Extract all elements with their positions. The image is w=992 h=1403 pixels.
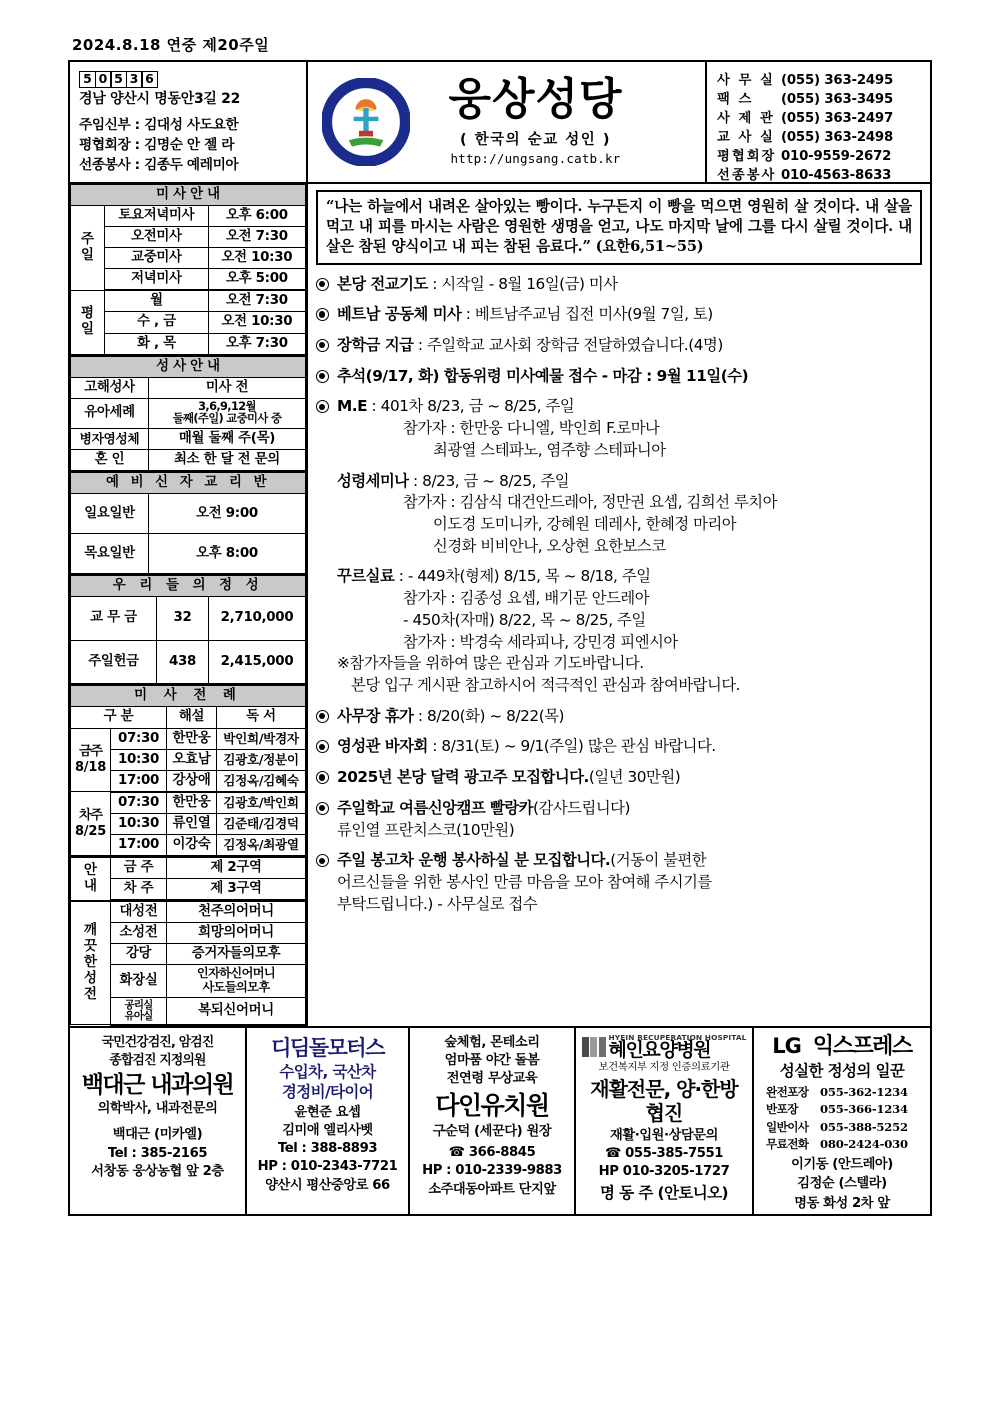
mass-name: 교중미사 [105,248,209,269]
offering-amount: 2,415,000 [209,640,306,684]
cleaning-group: 복되신어머니 [167,997,306,1025]
guide-district-table [70,857,306,901]
liturgy-commentator: 한만웅 [167,792,217,814]
announcement-detail: (일년 30만원) [588,768,681,787]
guide-district-value: 제 2구역 [167,858,306,879]
liturgy-col-reader: 독 서 [217,707,306,728]
announcement-donor: 류인열 프란치스코(10만원) [337,820,515,839]
announcement-participants-line: 이도경 도미니카, 강혜원 데레사, 한혜정 마리아 [433,515,737,533]
bullet-icon [316,370,329,383]
offering-name: 주일헌금 [71,640,157,684]
offerings-header: 우 리 들 의 정 성 [71,575,306,596]
sacrament-value-line1: 3,6,9,12월 [198,399,256,413]
announcement-detail: : 8/31(토) ~ 9/1(주일) 많은 관심 바랍니다. [427,737,716,756]
announcement-note: 본당 입구 게시판 참고하시어 적극적인 관심과 참여바랍니다. [351,676,741,695]
church-website[interactable]: http://ungsang.catb.kr [450,151,621,166]
announcement-detail: : 시작일 - 8월 16일(금) 미사 [427,274,618,293]
church-subtitle: ( 한국의 순교 성인 ) [459,132,611,148]
contact-value: (055) 363-2498 [781,130,894,145]
liturgy-time: 10:30 [111,749,167,770]
bullet-icon [316,308,329,321]
lg-logo-row [757,1034,927,1060]
liturgy-next-week-date: 8/25 [74,823,107,839]
announcement-title: 영성관 바자회 [337,737,428,756]
announcement-title: 꾸르실료 [337,567,395,586]
contact-row [717,166,930,185]
guide-district-value: 제 3구역 [167,879,306,901]
mass-guide-table [70,184,306,356]
contact-label: 사 제 관 [717,111,775,126]
mass-time: 오후 7:30 [208,333,305,355]
liturgy-time: 10:30 [111,813,167,834]
ad-baekdaegeun-clinic[interactable] [70,1028,247,1214]
cleaning-group-line2: 사도들의모후 [202,980,270,995]
liturgy-this-week-label [71,728,111,792]
announcement-item [316,566,922,696]
cleaning-group-line1: 인자하신어머니 [196,966,276,981]
sacrament-value [149,398,306,428]
right-column [308,184,930,1026]
sacrament-value: 매월 둘째 주(목) [149,429,306,450]
announcement-item [316,798,922,841]
ad-title: 다인유치원 [435,1091,549,1121]
liturgy-col-division: 구 분 [71,707,167,728]
liturgy-col-commentator: 해설 [167,707,217,728]
contact-value: 010-4563-8633 [781,168,892,183]
lg-service-phone: 055-362-1234 [820,1084,908,1099]
masthead-parish-info [70,62,308,182]
ad-hyein-hospital[interactable] [576,1028,754,1214]
ad-mobile: HP 010-3205-1727 [598,1164,730,1180]
ad-title: 혜인요양병원 [608,1039,711,1062]
sacrament-value: 최소 한 달 전 문의 [149,450,306,472]
ad-person: 윤현준 요셉 [294,1104,361,1120]
contact-label: 사 무 실 [717,73,775,88]
ad-person: 백대근 (미카엘) [112,1127,203,1143]
liturgy-roster-table [70,685,306,857]
contact-value: (055) 363-2497 [781,111,894,126]
ad-mobile: HP : 010-2343-7721 [257,1159,398,1175]
ad-person: 구순덕 (세꾼다) 원장 [432,1123,552,1139]
liturgy-reader: 박인희/박경자 [217,728,306,749]
cleaning-area-line1: 공리실 [124,998,153,1011]
lg-service-name: 무료전화 [766,1137,809,1152]
bulletin-dateline: 2024.8.18 연중 제20주일 [72,36,270,54]
announcement-participants-line: 참가자 : 박경숙 세라피나, 강민경 피엔시아 [403,632,678,651]
lg-service-phone: 055-388-5252 [820,1119,908,1134]
announcement-detail: : 8/23, 금 ~ 8/25, 주일 [408,471,570,490]
lg-service-phone: 080-2424-030 [820,1137,908,1152]
ad-address: 명동 화성 2차 앞 [794,1195,890,1211]
contact-label: 평협회장 [717,149,777,164]
left-column [70,184,308,1026]
announcement-title: 주일 봉고차 운행 봉사하실 분 모집합니다. [337,851,611,870]
announcement-detail: : 401차 8/23, 금 ~ 8/25, 주일 [367,397,575,416]
parish-address: 경남 양산시 명동안3길 22 [79,90,241,107]
catechumen-class-name: 목요일반 [71,534,149,574]
catechumen-class-time: 오후 8:00 [149,534,306,574]
cleaning-area: 강당 [111,944,167,965]
lg-service-name: 완전포장 [766,1084,809,1099]
guide-district-label: 안 내 [71,858,111,901]
announcement-participants-line: 참가자 : 김삼식 대건안드레아, 정만권 요셉, 김희선 루치아 [403,493,777,512]
cleaning-table [70,901,306,1026]
cleaning-group: 희망의어머니 [167,923,306,944]
cleaning-group: 증거자들의모후 [167,944,306,965]
ad-line: 수입차, 국산차 [279,1062,376,1081]
ad-line: 엄마품 야간 돌봄 [444,1052,540,1068]
announcement-detail: : 베트남주교님 집전 미사(9월 7일, 토) [461,305,713,324]
contact-value: (055) 363-3495 [781,92,894,107]
lg-service-phone: 055-366-1234 [820,1102,908,1117]
scripture-reference: (요한6,51~55) [595,237,704,255]
ad-lg-express[interactable] [754,1028,930,1214]
announcement-detail-line: 부탁드립니다.) - 사무실로 접수 [337,894,538,913]
announcement-title: 성령세미나 [337,471,409,490]
liturgy-next-week-word: 차주 [78,808,103,824]
announcement-detail: : - 449차(형제) 8/15, 목 ~ 8/18, 주일 [394,567,651,586]
announcement-title: 추석(9/17, 화) 합동위령 미사예물 접수 - 마감 : 9월 11일(수) [337,366,749,385]
zip-digit: 3 [126,71,143,88]
mass-time: 오전 10:30 [208,312,305,333]
announcement-title: 베트남 공동체 미사 [337,305,462,324]
announcement-participants-line: 참가자 : 한만웅 다니엘, 박인희 F.로마나 [403,419,660,438]
bullet-icon [316,802,329,815]
lg-service-name: 반포장 [766,1102,798,1117]
masthead-identity [308,62,707,182]
announcement-item [316,767,922,789]
sacrament-value: 미사 전 [149,377,306,398]
bullet-icon [316,339,329,352]
ad-person: 김미애 엘리사벳 [282,1123,373,1138]
ad-line: 국민건강검진, 암검진 [101,1034,214,1050]
announcement-detail: (거동이 불편한 [610,851,707,870]
ad-telephone: Tel : 388-8893 [277,1141,378,1157]
cleaning-group [167,965,306,997]
cleaning-group: 천주의어머니 [167,902,306,923]
bullet-icon [316,278,329,291]
liturgy-next-week-label [71,792,111,856]
guide-district-period: 금 주 [111,858,167,879]
bulletin-frame [68,60,932,1216]
contact-row [717,90,930,109]
staff-funeral-volunteer: 선종봉사 : 김종두 예레미아 [79,157,239,174]
announcement-item [316,850,922,915]
zip-digit: 5 [79,71,96,88]
mass-name: 오전미사 [105,227,209,248]
scripture-text: “나는 하늘에서 내려온 살아있는 빵이다. 누구든지 이 빵을 먹으면 영원히 살 것이다. 내 살을 먹고 내 피를 마시는 사람은 영원한 생명을 얻고, 나도 마지막 날에 그를 다시 살릴 것이다. 내 살은 참된 양식이고 내 피는 참된 음료다.” [326,198,912,255]
ad-telephone: ☎ 366-8845 [448,1145,536,1161]
staff-council-chair: 평협회장 : 김명순 안 젤 라 [79,137,235,154]
sacrament-guide-header: 성 사 안 내 [71,356,306,377]
scripture-quote [316,190,922,265]
masthead-contacts [707,62,930,182]
announcement-session-line: - 450차(자매) 8/22, 목 ~ 8/25, 주일 [403,610,646,629]
zip-digit: 6 [141,71,158,88]
contact-row [717,71,930,90]
liturgy-reader: 김광호/정분이 [217,749,306,770]
cleaning-area: 대성전 [111,902,167,923]
catechumen-class-name: 일요일반 [71,494,149,534]
mass-name: 월 [105,290,209,312]
ad-title: 디딤돌모터스 [271,1035,384,1060]
offering-count: 32 [157,596,209,640]
ad-line: 경정비/타이어 [281,1082,374,1101]
liturgy-commentator: 류인열 [167,813,217,834]
announcement-item [316,366,922,388]
sacrament-name: 병자영성체 [71,429,149,450]
catechumen-class-time: 오전 9:00 [149,494,306,534]
cleaning-area [111,997,167,1025]
announcement-participants-line: 신경화 비비안나, 오상현 요한보스코 [433,536,666,555]
liturgy-commentator: 오효남 [167,749,217,770]
announcement-detail: : 주일학교 교사회 장학금 전달하였습니다.(4명) [413,335,723,354]
announcement-item [316,274,922,296]
lg-logo-icon: LG [772,1033,801,1058]
ad-line: 재활전문, 양·한방 협진 [590,1076,738,1125]
masthead [70,62,930,184]
cleaning-area-line2: 유아실 [124,1009,153,1022]
announcement-participants-line: 참가자 : 김종성 요셉, 배기문 안드레아 [403,589,650,608]
bullet-icon [316,771,329,784]
announcement-detail: (감사드립니다) [533,798,631,817]
mass-name: 토요저녁미사 [105,206,209,227]
ad-slogan: 성실한 정성의 일꾼 [779,1061,905,1080]
ad-title: 익스프레스 [812,1033,912,1059]
announcement-item [316,471,922,558]
announcement-item [316,706,922,728]
ad-address: 소주대동아파트 단지앞 [428,1181,556,1197]
zip-digit: 5 [110,71,127,88]
ad-didimdol-motors[interactable] [247,1028,410,1214]
sacrament-name: 고해성사 [71,377,149,398]
ad-person: 명 동 주 (안토니오) [600,1184,728,1203]
liturgy-reader: 김광호/박인희 [217,792,306,814]
ad-certification: 보건복지부 지정 인증의료기관 [598,1061,730,1074]
mass-time: 오후 6:00 [208,206,305,227]
bullet-icon [316,740,329,753]
announcement-title: 본당 전교기도 [337,274,428,293]
sacrament-name: 유아세례 [71,398,149,428]
ad-mobile: HP : 010-2339-9883 [422,1163,562,1179]
ad-telephone: ☎ 055-385-7551 [604,1145,724,1161]
offering-amount: 2,710,000 [209,596,306,640]
mass-time: 오전 7:30 [208,227,305,248]
hyein-logo [579,1034,749,1061]
announcement-item [316,736,922,758]
ad-subtitle: 의학박사, 내과전문의 [97,1101,218,1117]
contact-label: 팩 스 [717,92,754,107]
liturgy-time: 17:00 [111,834,167,856]
announcement-detail: : 8/20(화) ~ 8/22(목) [413,706,565,725]
sacrament-value-line2: 둘째(주일) 교중미사 중 [172,412,282,426]
ad-address: 양산시 평산중앙로 66 [265,1177,390,1193]
ad-line: 종합검진 지정의원 [109,1052,206,1068]
announcement-item [316,396,922,461]
cleaning-area: 소성전 [111,923,167,944]
ad-logo-english: HYEIN RECUPERATION HOSPITAL [608,1032,747,1042]
contact-value: (055) 363-2495 [781,73,894,88]
announcement-participants-line: 최광열 스테파노, 염주향 스테파니아 [433,440,666,459]
offerings-table [70,575,306,686]
liturgy-header: 미 사 전 례 [71,686,306,707]
announcement-note: ※참가자들을 위하여 많은 관심과 기도바랍니다. [337,654,644,673]
mass-name: 화 , 목 [105,333,209,355]
zipcode [79,71,157,88]
ad-line: 숲체험, 몬테소리 [444,1034,540,1050]
lg-service-name: 일반이사 [766,1119,809,1134]
announcement-list [316,274,922,916]
bullet-icon [316,854,329,867]
mass-time: 오전 10:30 [208,248,305,269]
offering-count: 438 [157,640,209,684]
ad-line: 재활·입원·상담문의 [610,1127,718,1143]
contact-label: 선종봉사 [717,168,777,183]
sacrament-guide-table [70,356,306,473]
advertisement-strip [70,1026,930,1214]
ad-dain-kindergarten[interactable] [410,1028,576,1214]
contact-row [717,109,930,128]
cleaning-area: 화장실 [111,965,167,997]
bullet-icon [316,710,329,723]
liturgy-commentator: 강상애 [167,770,217,792]
contact-label: 교 사 실 [717,130,775,145]
liturgy-this-week-word: 금주 [78,744,103,760]
announcement-title: 사무장 휴가 [337,706,414,725]
ad-telephone: Tel : 385-2165 [107,1145,208,1161]
mass-guide-header: 미 사 안 내 [71,185,306,206]
lg-price-table [757,1083,927,1155]
announcement-title: M.E [337,397,368,416]
contact-row [717,128,930,147]
catechumen-table [70,472,306,575]
ad-person: 김정순 (스텔라) [797,1175,887,1191]
announcement-detail-line: 어르신들을 위한 봉사인 만큼 마음을 모아 참여해 주시기를 [337,873,712,892]
liturgy-reader: 김정옥/김혜숙 [217,770,306,792]
announcement-title: 2025년 본당 달력 광고주 모집합니다. [337,768,589,787]
announcement-title: 장학금 지급 [337,335,414,354]
guide-district-period: 차 주 [111,879,167,901]
ad-title: 백대근 내과의원 [81,1072,234,1099]
sacrament-name: 혼 인 [71,450,149,472]
ad-person: 이기동 (안드레아) [791,1157,893,1173]
liturgy-time: 07:30 [111,792,167,814]
zip-digit: 0 [95,71,112,88]
announcement-title: 주일학교 여름신앙캠프 빨랑카 [337,798,534,817]
mass-time: 오후 5:00 [208,269,305,291]
staff-pastor: 주임신부 : 김대성 사도요한 [79,117,239,134]
liturgy-this-week-date: 8/18 [74,759,107,775]
liturgy-commentator: 이강숙 [167,834,217,856]
mass-name: 수 , 금 [105,312,209,333]
contact-value: 010-9559-2672 [781,149,892,164]
mass-weekday-label: 평 일 [71,290,105,354]
contact-row [717,147,930,166]
liturgy-time: 07:30 [111,728,167,749]
mass-name: 저녁미사 [105,269,209,291]
liturgy-commentator: 한만웅 [167,728,217,749]
church-name: 웅상성당 [448,74,623,125]
cleaning-label: 깨 끗 한 성 전 [71,902,111,1025]
announcement-item [316,304,922,326]
announcement-item [316,335,922,357]
mass-time: 오전 7:30 [208,290,305,312]
liturgy-time: 17:00 [111,770,167,792]
bullet-icon [316,400,329,413]
ad-line: 전연령 무상교육 [446,1071,538,1087]
ad-address: 서창동 웅상농협 앞 2층 [91,1163,224,1179]
mass-sunday-label: 주 일 [71,206,105,291]
catechumen-header: 예 비 신 자 교 리 반 [71,473,306,494]
liturgy-reader: 김준태/김경덕 [217,813,306,834]
hospital-logo-icon [582,1037,606,1057]
offering-name: 교 무 금 [71,596,157,640]
liturgy-reader: 김정옥/최광열 [217,834,306,856]
parish-logo-icon [322,78,410,166]
